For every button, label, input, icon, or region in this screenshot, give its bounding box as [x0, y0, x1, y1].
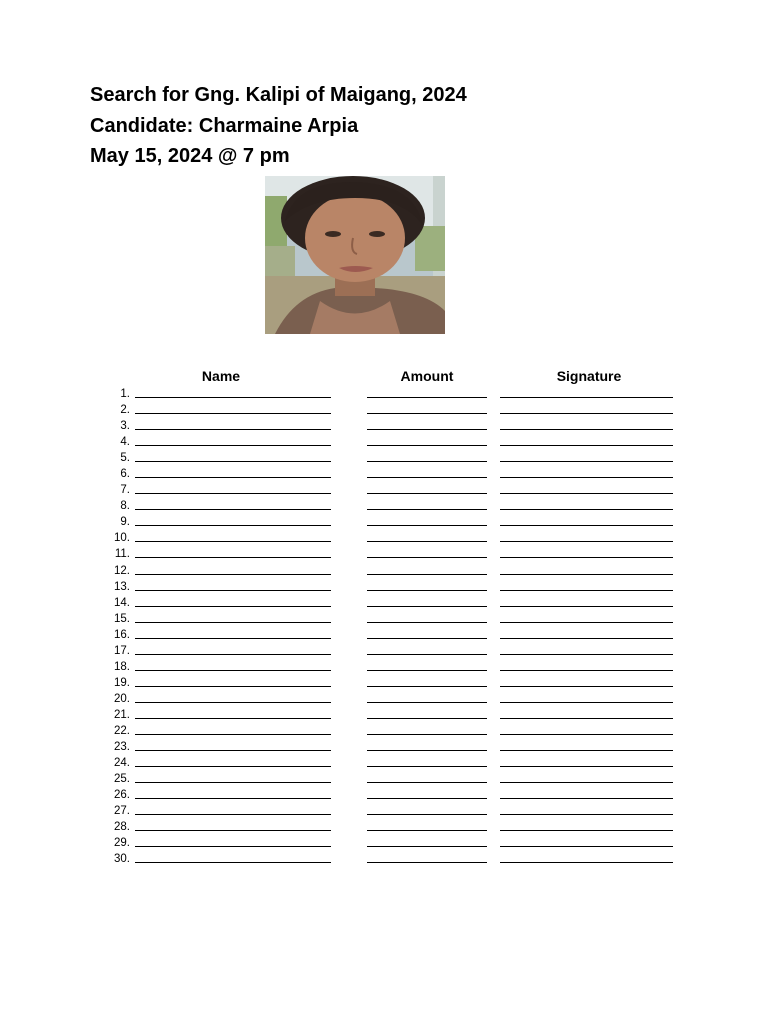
row-number: 23.: [114, 741, 130, 754]
signature-blank[interactable]: [500, 686, 673, 687]
table-row: [0, 755, 768, 771]
row-number: 16.: [114, 628, 130, 641]
signature-blank[interactable]: [500, 525, 673, 526]
event-datetime: May 15, 2024 @ 7 pm: [90, 145, 290, 167]
amount-blank[interactable]: [367, 830, 487, 831]
signature-blank[interactable]: [500, 477, 673, 478]
signature-blank[interactable]: [500, 670, 673, 671]
name-blank[interactable]: [135, 734, 331, 735]
signature-blank[interactable]: [500, 782, 673, 783]
row-number: 13.: [114, 580, 130, 593]
amount-blank[interactable]: [367, 541, 487, 542]
amount-blank[interactable]: [367, 477, 487, 478]
row-number: 10.: [114, 532, 130, 545]
amount-blank[interactable]: [367, 606, 487, 607]
amount-blank[interactable]: [367, 846, 487, 847]
signature-blank[interactable]: [500, 413, 673, 414]
row-number: 3.: [120, 420, 130, 433]
amount-blank[interactable]: [367, 461, 487, 462]
amount-blank[interactable]: [367, 622, 487, 623]
amount-blank[interactable]: [367, 509, 487, 510]
table-row: [0, 546, 768, 562]
amount-blank[interactable]: [367, 766, 487, 767]
row-number: 2.: [120, 404, 130, 417]
table-row: [0, 803, 768, 819]
signature-blank[interactable]: [500, 429, 673, 430]
table-row: [0, 514, 768, 530]
signature-blank[interactable]: [500, 718, 673, 719]
signature-blank[interactable]: [500, 445, 673, 446]
amount-blank[interactable]: [367, 493, 487, 494]
name-blank[interactable]: [135, 814, 331, 815]
name-blank[interactable]: [135, 429, 331, 430]
table-row: [0, 434, 768, 450]
name-blank[interactable]: [135, 862, 331, 863]
name-blank[interactable]: [135, 846, 331, 847]
name-blank[interactable]: [135, 654, 331, 655]
amount-blank[interactable]: [367, 670, 487, 671]
row-number: 14.: [114, 596, 130, 609]
signature-blank[interactable]: [500, 638, 673, 639]
table-row: [0, 723, 768, 739]
row-number: 5.: [120, 452, 130, 465]
amount-blank[interactable]: [367, 574, 487, 575]
name-blank[interactable]: [135, 397, 331, 398]
table-row: [0, 450, 768, 466]
name-blank[interactable]: [135, 525, 331, 526]
table-row: [0, 386, 768, 402]
table-row: [0, 707, 768, 723]
row-number: 7.: [120, 484, 130, 497]
table-row: [0, 835, 768, 851]
amount-blank[interactable]: [367, 718, 487, 719]
signature-table: [0, 386, 768, 867]
table-row: [0, 595, 768, 611]
table-row: [0, 563, 768, 579]
row-number: 21.: [114, 708, 130, 721]
table-row: [0, 659, 768, 675]
row-number: 12.: [114, 564, 130, 577]
candidate-name: Candidate: Charmaine Arpia: [90, 114, 359, 137]
signature-blank[interactable]: [500, 766, 673, 767]
table-row: [0, 819, 768, 835]
amount-blank[interactable]: [367, 798, 487, 799]
signature-blank[interactable]: [500, 798, 673, 799]
signature-blank[interactable]: [500, 493, 673, 494]
name-blank[interactable]: [135, 509, 331, 510]
column-header-name: Name: [201, 368, 241, 384]
row-number: 17.: [114, 644, 130, 657]
amount-blank[interactable]: [367, 702, 487, 703]
table-row: [0, 643, 768, 659]
table-row: [0, 402, 768, 418]
name-blank[interactable]: [135, 638, 331, 639]
column-header-amount: Amount: [400, 368, 454, 384]
row-number: 25.: [114, 773, 130, 786]
signature-blank[interactable]: [500, 814, 673, 815]
row-number: 26.: [114, 789, 130, 802]
name-blank[interactable]: [135, 670, 331, 671]
table-row: [0, 851, 768, 867]
row-number: 11.: [114, 548, 130, 561]
row-number: 28.: [114, 821, 130, 834]
table-row: [0, 498, 768, 514]
name-blank[interactable]: [135, 461, 331, 462]
row-number: 9.: [120, 516, 130, 529]
name-blank[interactable]: [135, 557, 331, 558]
name-blank[interactable]: [135, 766, 331, 767]
name-blank[interactable]: [135, 750, 331, 751]
name-blank[interactable]: [135, 477, 331, 478]
document-header: [90, 80, 467, 172]
name-blank[interactable]: [135, 718, 331, 719]
row-number: 1.: [120, 388, 130, 400]
row-number: 22.: [114, 724, 130, 737]
table-row: [0, 611, 768, 627]
row-number: 19.: [114, 676, 130, 689]
name-blank[interactable]: [135, 590, 331, 591]
name-blank[interactable]: [135, 606, 331, 607]
table-row: [0, 482, 768, 498]
name-blank[interactable]: [135, 413, 331, 414]
amount-blank[interactable]: [367, 814, 487, 815]
signature-blank[interactable]: [500, 541, 673, 542]
row-number: 20.: [114, 692, 130, 705]
signature-blank[interactable]: [500, 846, 673, 847]
amount-blank[interactable]: [367, 750, 487, 751]
signature-blank[interactable]: [500, 654, 673, 655]
name-blank[interactable]: [135, 622, 331, 623]
amount-blank[interactable]: [367, 429, 487, 430]
amount-blank[interactable]: [367, 862, 487, 863]
row-number: 24.: [114, 757, 130, 770]
signature-blank[interactable]: [500, 397, 673, 398]
name-blank[interactable]: [135, 782, 331, 783]
row-number: 27.: [114, 805, 130, 818]
table-row: [0, 466, 768, 482]
signature-blank[interactable]: [500, 509, 673, 510]
row-number: 8.: [120, 500, 130, 513]
signature-blank[interactable]: [500, 590, 673, 591]
column-header-signature: Signature: [556, 368, 622, 384]
amount-blank[interactable]: [367, 525, 487, 526]
name-blank[interactable]: [135, 798, 331, 799]
amount-blank[interactable]: [367, 782, 487, 783]
amount-blank[interactable]: [367, 590, 487, 591]
row-number: 6.: [120, 468, 130, 481]
table-row: [0, 530, 768, 546]
signature-blank[interactable]: [500, 734, 673, 735]
table-row: [0, 579, 768, 595]
row-number: 4.: [120, 436, 130, 449]
signature-blank[interactable]: [500, 574, 673, 575]
amount-blank[interactable]: [367, 397, 487, 398]
signature-blank[interactable]: [500, 750, 673, 751]
table-row: [0, 691, 768, 707]
signature-blank[interactable]: [500, 461, 673, 462]
signature-blank[interactable]: [500, 606, 673, 607]
amount-blank[interactable]: [367, 654, 487, 655]
table-row: [0, 787, 768, 803]
signature-blank[interactable]: [500, 622, 673, 623]
signature-blank[interactable]: [500, 557, 673, 558]
amount-blank[interactable]: [367, 734, 487, 735]
name-blank[interactable]: [135, 702, 331, 703]
table-row: [0, 418, 768, 434]
name-blank[interactable]: [135, 445, 331, 446]
table-row: [0, 739, 768, 755]
event-title: Search for Gng. Kalipi of Maigang, 2024: [90, 84, 467, 106]
signature-blank[interactable]: [500, 702, 673, 703]
row-number: 29.: [114, 837, 130, 850]
name-blank[interactable]: [135, 493, 331, 494]
candidate-photo-icon: [265, 176, 445, 334]
signature-blank[interactable]: [500, 862, 673, 863]
amount-blank[interactable]: [367, 686, 487, 687]
amount-blank[interactable]: [367, 557, 487, 558]
table-row: [0, 771, 768, 787]
amount-blank[interactable]: [367, 413, 487, 414]
candidate-photo: [265, 176, 445, 334]
name-blank[interactable]: [135, 830, 331, 831]
row-number: 15.: [114, 612, 130, 625]
name-blank[interactable]: [135, 686, 331, 687]
signature-blank[interactable]: [500, 830, 673, 831]
row-number: 30.: [114, 853, 130, 866]
row-number: 18.: [114, 660, 130, 673]
table-row: [0, 627, 768, 643]
amount-blank[interactable]: [367, 638, 487, 639]
amount-blank[interactable]: [367, 445, 487, 446]
name-blank[interactable]: [135, 541, 331, 542]
table-row: [0, 675, 768, 691]
name-blank[interactable]: [135, 574, 331, 575]
